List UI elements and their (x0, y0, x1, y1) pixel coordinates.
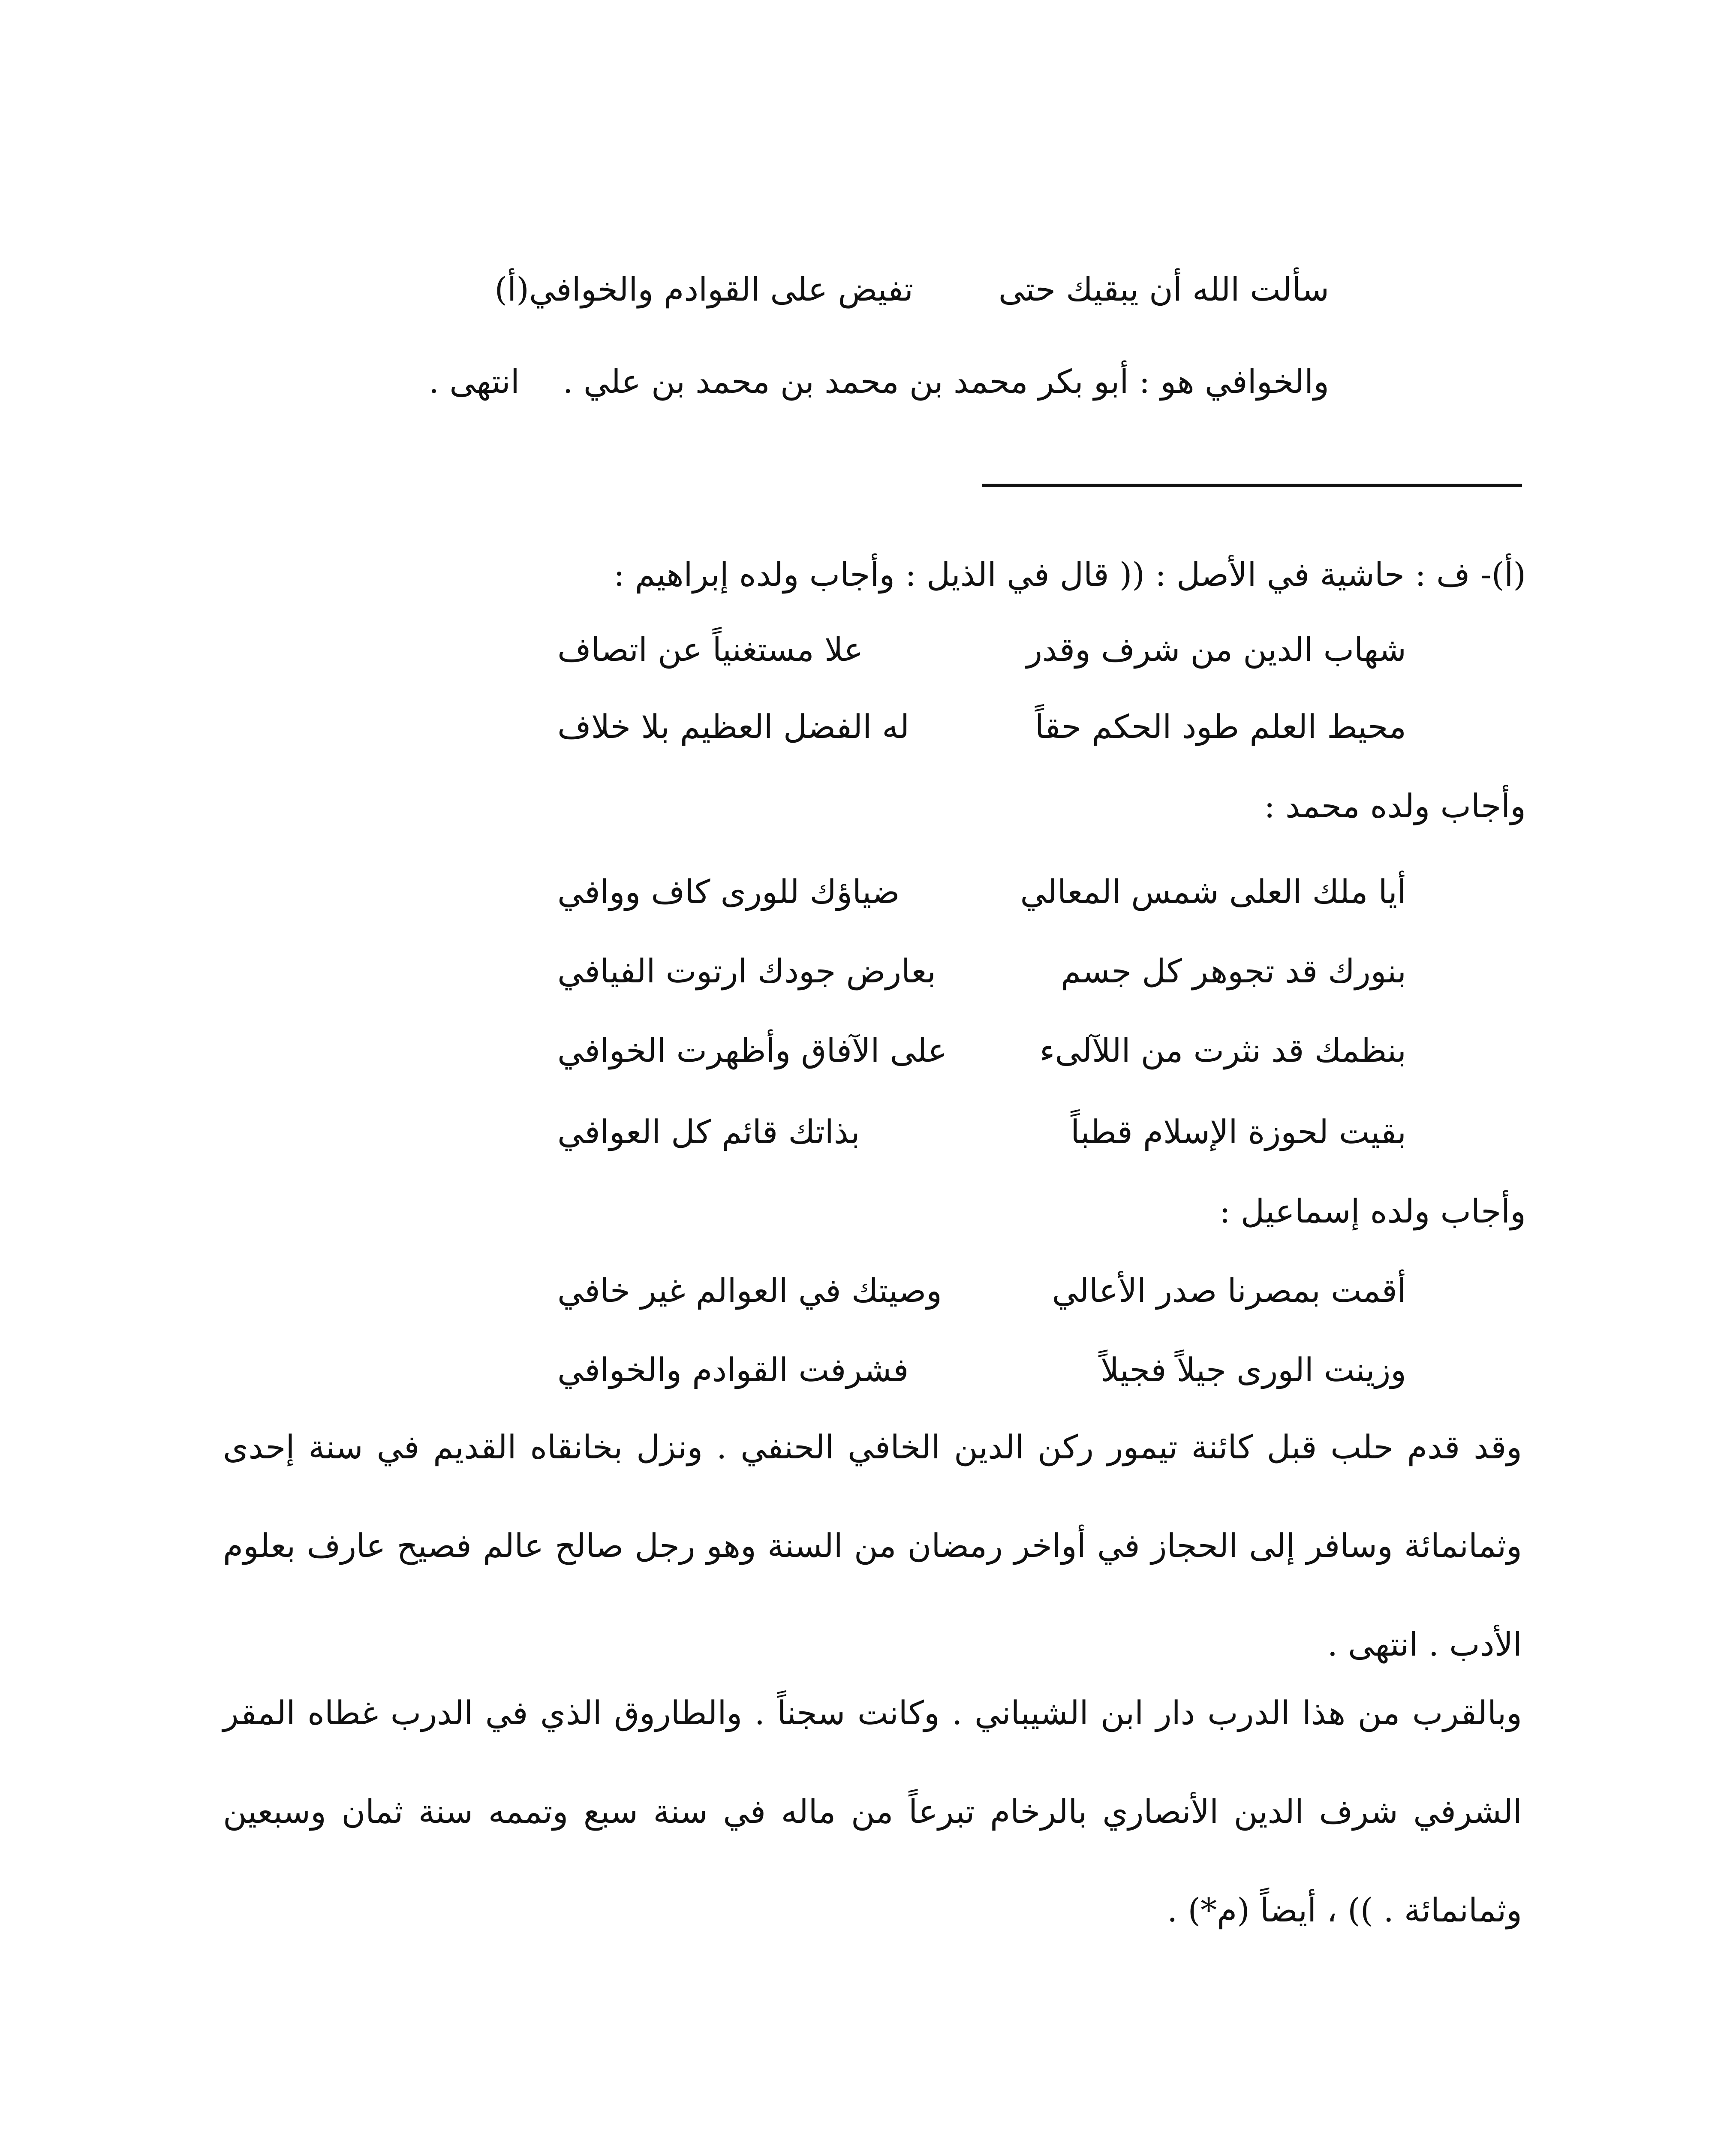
footnote-verse (557, 703, 1406, 750)
verse-second-hemistich: على الآفاق وأظهرت الخوافي (557, 1031, 948, 1069)
verse-first-hemistich: بنورك قد تجوهر كل جسم (1060, 952, 1406, 990)
footnote-verse (557, 1108, 1406, 1156)
footnote-verse (557, 1346, 1406, 1394)
verse-first-hemistich: محيط العلم طود الحكم حقاً (1035, 708, 1406, 746)
footnote-paragraph: وبالقرب من هذا الدرب دار ابن الشيباني . وكانت سجناً . والطاروق الذي في الدرب غطاه المقر الشرفي شرف الدين الأنصاري بالرخام تبرعاً من ماله في سنة سبع وتممه سنة ثمان وسبعين وثمانمائة . )) ، أيضاً (م*) . (223, 1694, 1522, 1929)
end-marker: انتهى . (429, 362, 520, 400)
verse-second-hemistich: تفيض على القوادم والخوافي(أ) (494, 270, 913, 308)
verse-second-hemistich: بعارض جودك ارتوت الفيافي (557, 952, 936, 990)
main-line (429, 358, 1329, 405)
verse-second-hemistich: ضياؤك للورى كاف ووافي (557, 873, 900, 911)
footnote-verse (557, 626, 1406, 673)
verse-first-hemistich: وزينت الورى جيلاً فجيلاً (1100, 1351, 1406, 1389)
verse-second-hemistich: فشرفت القوادم والخوافي (557, 1351, 909, 1389)
verse-first-hemistich: بنظمك قد نثرت من اللآلىء (1039, 1031, 1406, 1069)
footnote-verse (557, 1027, 1406, 1074)
footnote-verse (557, 1267, 1406, 1314)
footnote-verse (557, 868, 1406, 915)
verse-first-hemistich: سألت الله أن يبقيك حتى (998, 270, 1329, 308)
verse-first-hemistich: أيا ملك العلى شمس المعالي (1020, 873, 1406, 911)
footnote-verse (557, 948, 1406, 995)
verse-second-hemistich: علا مستغنياً عن اتصاف (557, 630, 863, 668)
footnote-separator (982, 484, 1522, 487)
section-heading: وأجاب ولده إسماعيل : (1219, 1192, 1526, 1230)
verse-first-hemistich: أقمت بمصرنا صدر الأعالي (1052, 1271, 1406, 1310)
section-heading: وأجاب ولده محمد : (1264, 787, 1526, 825)
khawafi-identification: والخوافي هو : أبو بكر محمد بن محمد بن محمد بن علي . (563, 362, 1329, 400)
footnote-intro: (أ)- ف : حاشية في الأصل : (( قال في الذيل : وأجاب ولده إبراهيم : (614, 555, 1526, 593)
main-verse (472, 266, 1329, 313)
verse-second-hemistich: وصيتك في العوالم غير خافي (557, 1271, 942, 1310)
footnote-paragraph: وقد قدم حلب قبل كائنة تيمور ركن الدين الخافي الحنفي . ونزل بخانقاه القديم في سنة إحدى وثمانمائة وسافر إلى الحجاز في أواخر رمضان من السنة وهو رجل صالح عالم فصيح عارف بعلوم الأدب . انتهى . (223, 1428, 1522, 1663)
verse-second-hemistich: بذاتك قائم كل العوافي (557, 1113, 860, 1151)
verse-second-hemistich: له الفضل العظيم بلا خلاف (557, 708, 910, 746)
verse-first-hemistich: شهاب الدين من شرف وقدر (1026, 630, 1406, 668)
verse-first-hemistich: بقيت لحوزة الإسلام قطباً (1071, 1113, 1406, 1151)
